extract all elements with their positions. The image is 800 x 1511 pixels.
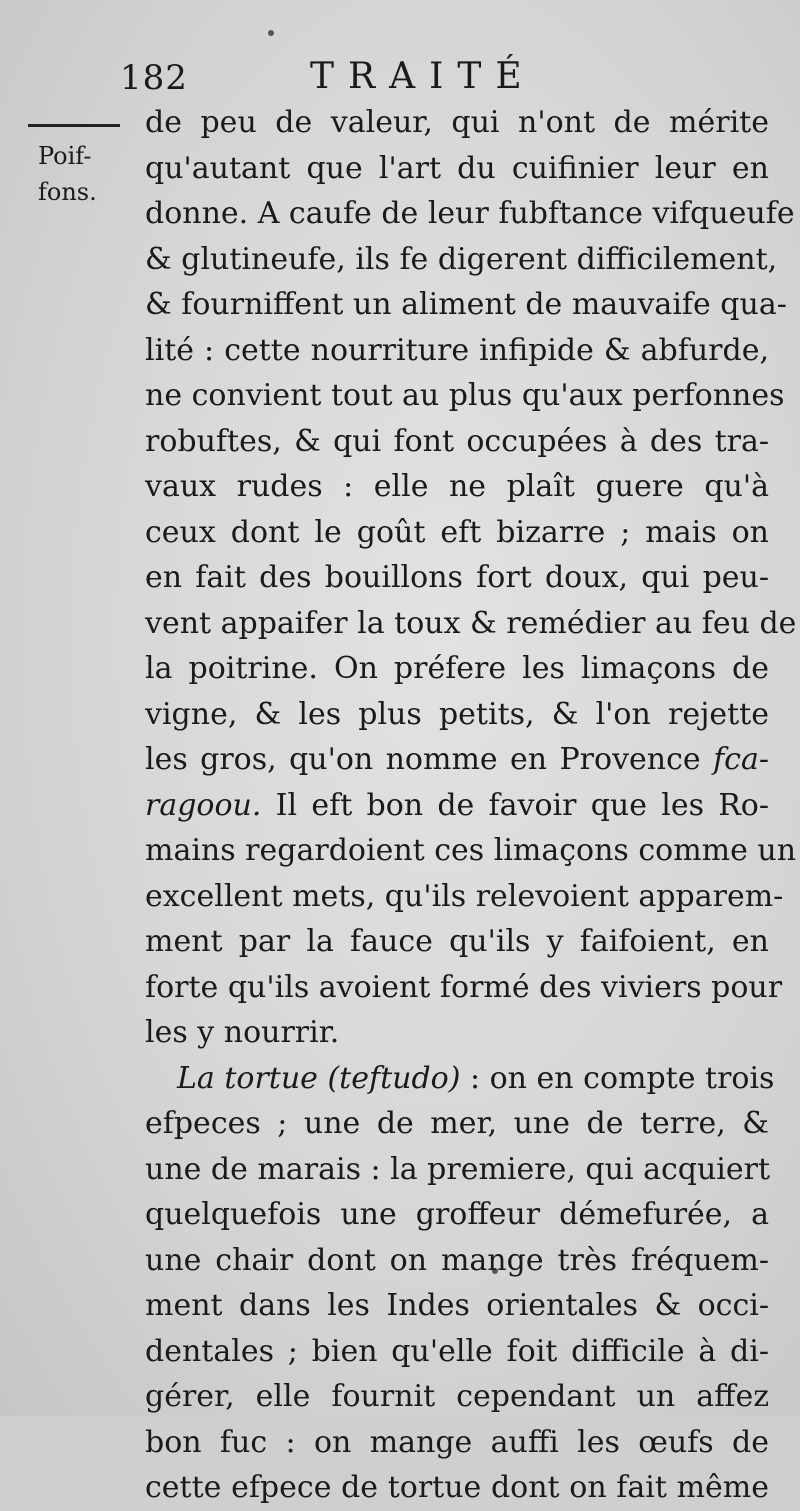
marginal-note-line: Poif- [38, 142, 92, 170]
speck [268, 30, 274, 36]
marginal-note-line: fons. [38, 178, 97, 206]
text-segment: en fait des bouillons fort doux, qui peu- [145, 560, 769, 595]
text-segment: ment dans les Indes orientales & occi- [145, 1288, 769, 1323]
text-line [145, 601, 797, 647]
text-segment: ceux dont le goût eft bizarre ; mais on [145, 514, 769, 550]
text-segment: vigne, & les plus petits, & l'on rejette [145, 696, 769, 732]
text-line [145, 692, 769, 738]
text-segment: une de marais : la premiere, qui acquiert [145, 1151, 771, 1187]
text-line [145, 1101, 769, 1147]
text-line [145, 1420, 769, 1466]
text-segment: les gros, qu'on nomme en Provence [145, 742, 714, 777]
text-segment: de peu de valeur, qui n'ont de mérite [145, 105, 769, 140]
text-segment: ment par la fauce qu'ils y faifoient, en [145, 924, 769, 959]
text-line [145, 1238, 769, 1284]
italic-term: ragoou. [145, 787, 262, 823]
text-segment: qu'autant que l'art du cuifinier leur en [145, 150, 769, 186]
text-segment: : on en compte trois [460, 1060, 775, 1096]
text-line [145, 146, 769, 192]
text-line [145, 373, 785, 419]
text-segment: robuftes, & qui font occupées à des tra- [145, 423, 769, 459]
italic-term: fca- [713, 742, 769, 777]
text-line [145, 646, 769, 692]
text-line [145, 1374, 769, 1420]
text-line [145, 1283, 769, 1329]
text-line [145, 1192, 769, 1238]
text-segment: vent appaifer la toux & remédier au feu de [145, 605, 797, 641]
text-segment: la poitrine. On préfere les limaçons de [145, 651, 769, 686]
text-line [145, 328, 769, 374]
text-segment: donne. A caufe de leur fubftance vifqueufe [145, 196, 795, 231]
text-line [145, 1056, 775, 1102]
text-line [145, 464, 769, 510]
text-line [145, 419, 769, 465]
text-line [145, 919, 769, 965]
text-line [145, 1329, 769, 1375]
text-line [145, 828, 797, 874]
text-segment: gérer, elle fournit cependant un affez [145, 1379, 769, 1414]
text-segment: & fourniffent un aliment de mauvaife qua- [145, 287, 787, 322]
text-line [145, 191, 795, 237]
text-line [145, 1465, 769, 1511]
text-segment: bon fuc : on mange auffi les œufs de [145, 1424, 769, 1460]
text-segment: une chair dont on mange très fréquem- [145, 1242, 769, 1278]
text-line [145, 1010, 769, 1056]
text-segment: vaux rudes : elle ne plaît guere qu'à [145, 469, 769, 504]
text-segment: efpeces ; une de mer, une de terre, & [145, 1106, 769, 1141]
text-segment: quelquefois une groffeur démefurée, a [145, 1197, 769, 1232]
text-segment: mains regardoient ces limaçons comme un [145, 833, 797, 868]
text-line [145, 737, 769, 783]
text-segment: excellent mets, qu'ils relevoient apparem- [145, 878, 784, 914]
text-segment: les y nourrir. [145, 1015, 340, 1050]
text-line [145, 965, 783, 1011]
text-segment: lité : cette nourriture infipide & abfurde, [145, 332, 769, 368]
text-line [145, 874, 784, 920]
text-segment: Il eft bon de favoir que les Ro- [261, 787, 769, 823]
page-number: 182 [120, 58, 188, 98]
text-line [145, 282, 787, 328]
text-line [145, 237, 778, 283]
text-line [145, 783, 769, 829]
text-segment: cette efpece de tortue dont on fait même [145, 1470, 769, 1505]
text-line [145, 1147, 769, 1193]
running-title: TRAITÉ [310, 56, 536, 97]
margin-rule [28, 124, 120, 127]
text-segment: ne convient tout au plus qu'aux perfonnes [145, 378, 785, 413]
text-line [145, 510, 769, 556]
body-text [145, 100, 797, 1511]
italic-term: La tortue (teftudo) [177, 1060, 461, 1096]
text-line [145, 555, 769, 601]
marginal-note [38, 138, 97, 210]
text-line [145, 100, 769, 146]
page-header [120, 58, 720, 102]
text-segment: forte qu'ils avoient formé des viviers pour [145, 969, 783, 1005]
text-segment: dentales ; bien qu'elle foit difficile à di- [145, 1333, 769, 1369]
text-segment: & glutineufe, ils fe digerent difficilement, [145, 241, 778, 277]
